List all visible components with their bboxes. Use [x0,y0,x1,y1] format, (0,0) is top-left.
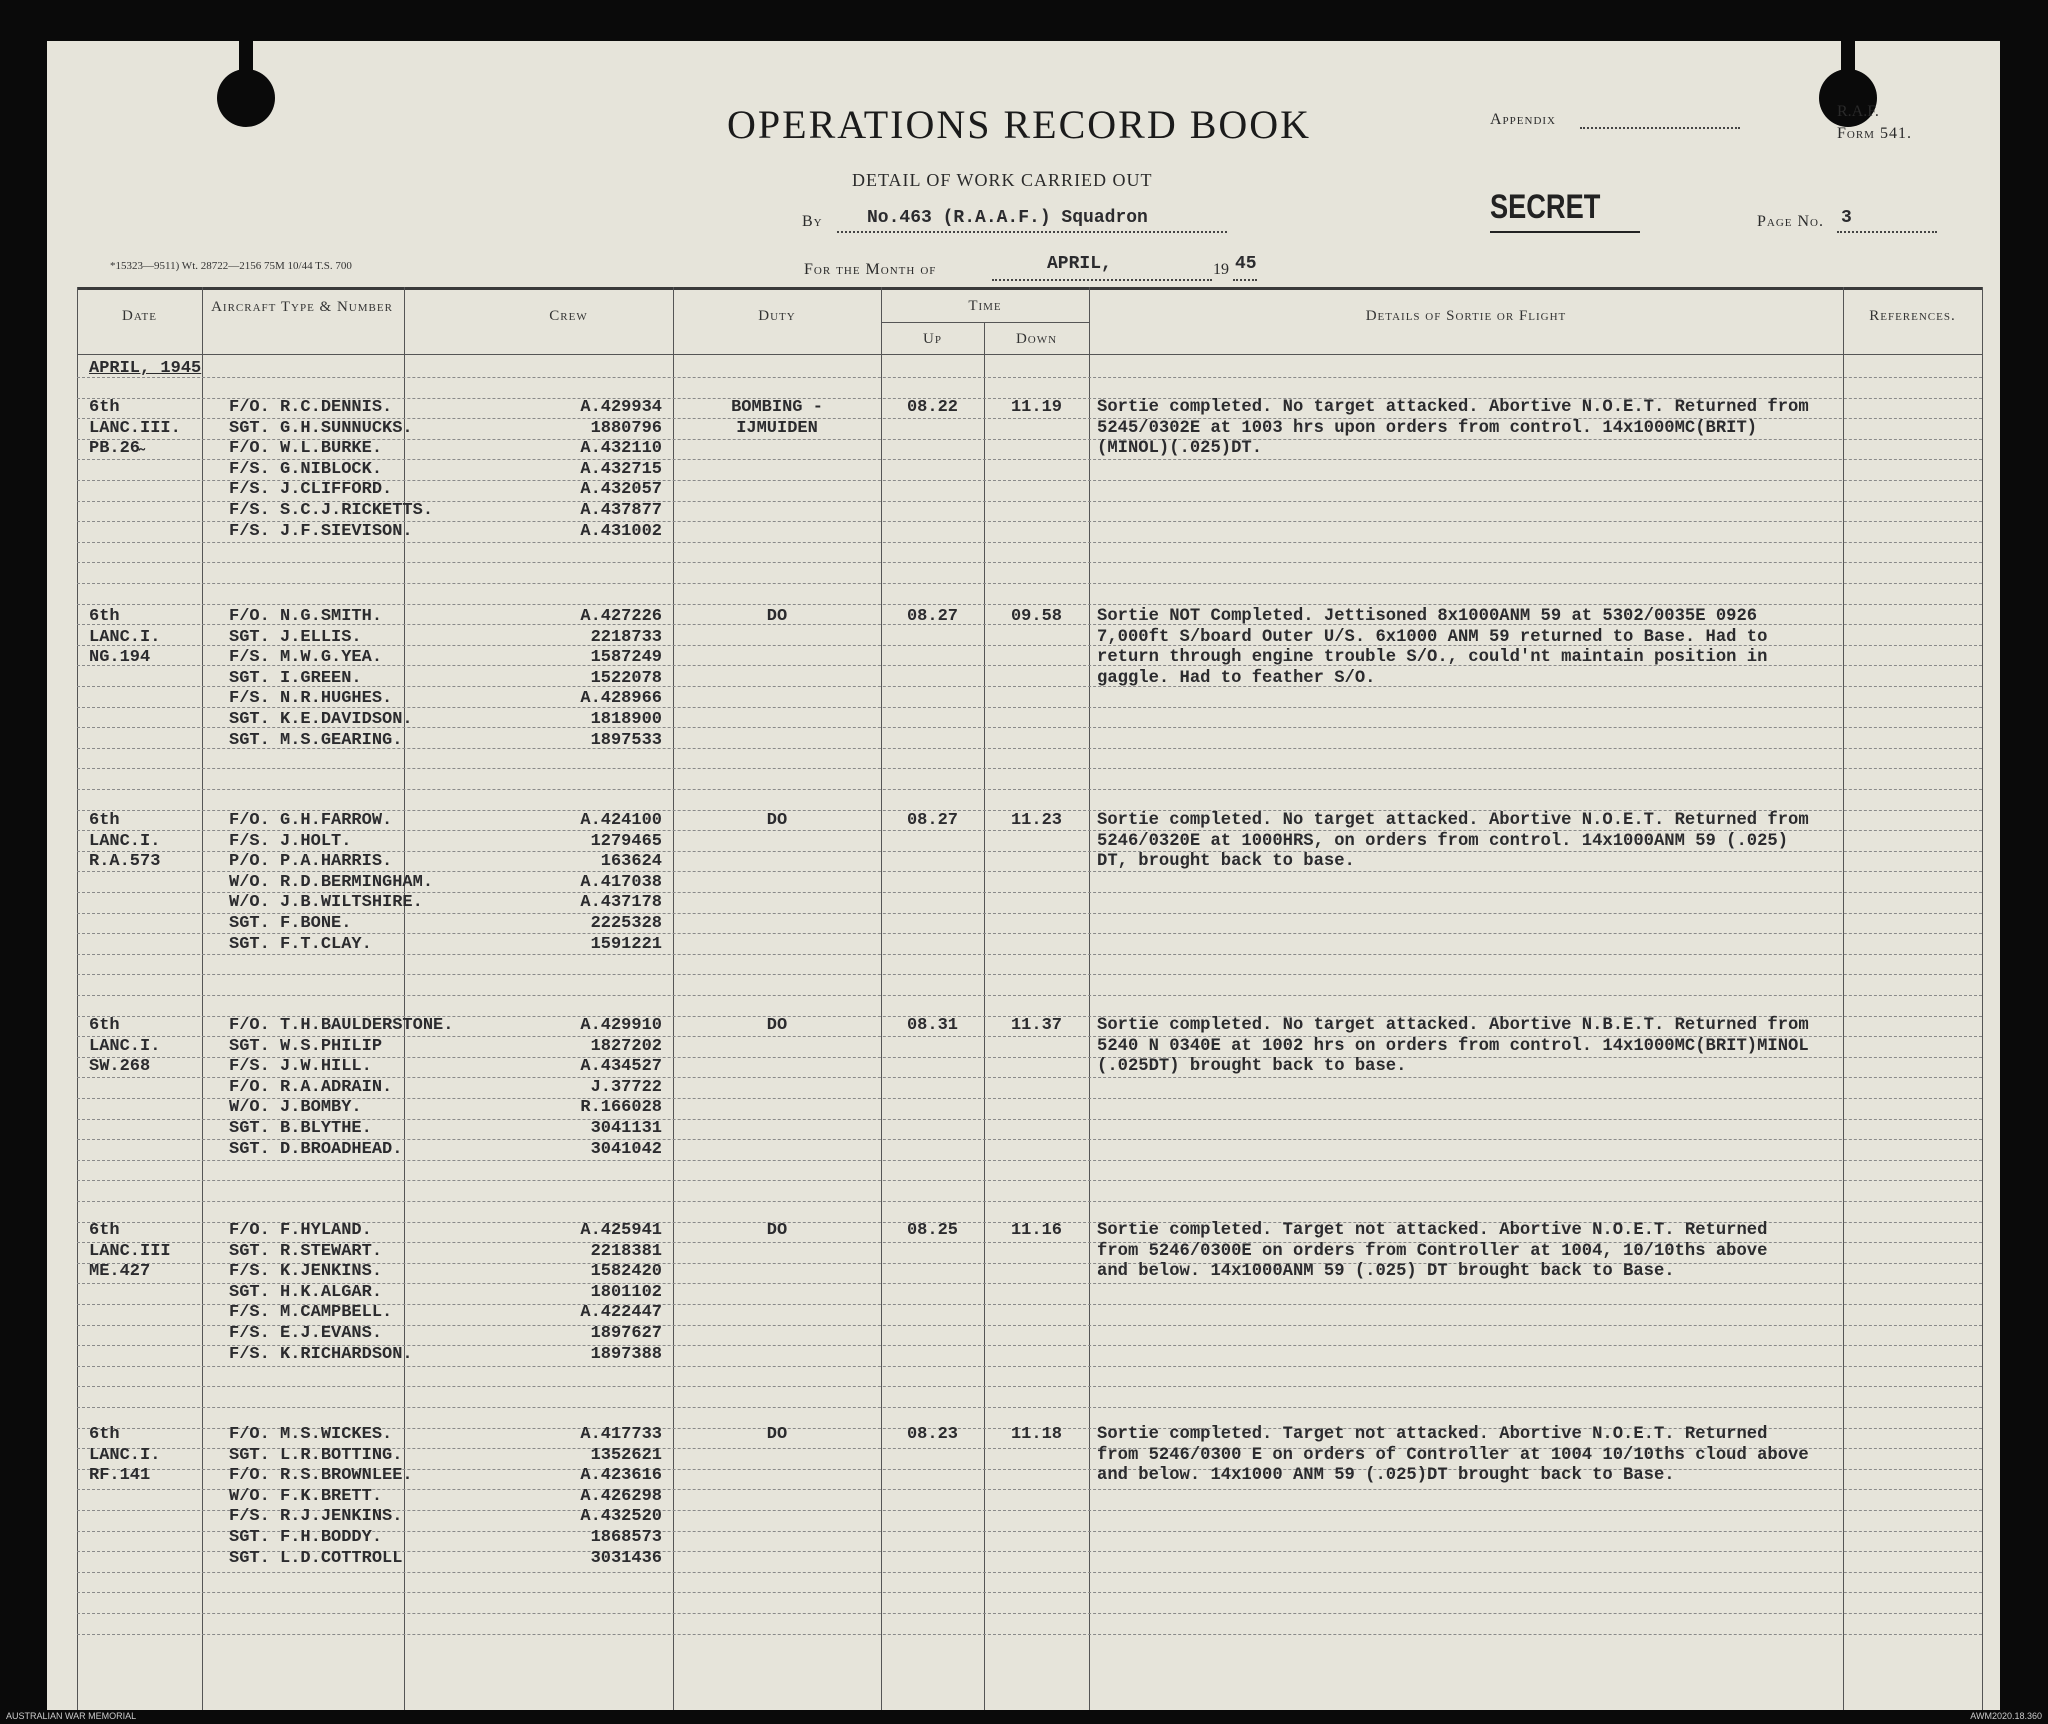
year-line [1233,279,1257,281]
appendix-line [1580,127,1740,129]
crew-member-number: A.417733 [580,1425,662,1444]
crew-member-name: SGT. F.H.BODDY. [229,1528,383,1547]
col-time-down: Down [1015,331,1058,347]
crew-member-number: 1352621 [590,1445,662,1465]
crew-member-name: SGT. D.BROADHEAD. [229,1139,403,1159]
time-up: 08.27 [906,811,958,830]
month-value: APRIL, [1047,254,1112,274]
time-down: 11.37 [1010,1016,1062,1035]
crew-member-name: SGT. J.ELLIS. [229,627,362,647]
crew-member-number: 1897627 [590,1324,662,1343]
crew-member-name: F/O. R.C.DENNIS. [229,398,393,417]
appendix-label: Appendix [1490,111,1557,128]
crew-member-name: F/S. J.W.HILL. [229,1057,372,1077]
sortie-date: 6th [89,1425,120,1444]
crew-member-number: 3041131 [590,1119,662,1138]
page-line [1837,231,1937,233]
by-line [837,231,1227,233]
col-date: Date [122,308,157,324]
crew-member-name: SGT. L.R.BOTTING. [229,1445,403,1465]
crew-member-number: 1897533 [590,730,662,750]
form-subtitle: DETAIL OF WORK CARRIED OUT [852,170,1153,190]
aircraft-type: LANC.I. [89,627,161,647]
crew-member-name: F/O. R.A.ADRAIN. [229,1077,393,1097]
crew-member-name: F/O. W.L.BURKE. [229,439,383,459]
punch-hole-left [217,69,275,127]
crew-member-name: F/S. K.JENKINS. [229,1262,383,1282]
crew-member-number: A.428966 [580,689,662,709]
crew-member-number: 1587249 [590,648,662,668]
aircraft-number: R.A.573 [89,852,161,872]
sortie-details: Sortie completed. Target not attacked. Abortive N.O.E.T. Returned from 5246/0300E on orders from Controller at 1004, 10/10ths above and below. 14x1000ANM 59 (.025) DT brought back to Base. [1097,1221,1768,1282]
sortie-duty: DO [766,811,788,830]
crew-member-number: A.437178 [580,893,662,913]
crew-member-name: F/S. E.J.EVANS. [229,1324,383,1343]
col-time: Time [968,298,1002,314]
page-label: Page No. [1757,213,1825,230]
time-down: 09.58 [1010,607,1062,626]
crew-member-name: W/O. R.D.BERMINGHAM. [229,872,434,892]
crew-member-number: A.423616 [580,1466,662,1486]
form-number-label: Form 541. [1837,125,1912,142]
crew-member-name: SGT. L.D.COTTROLL [229,1548,403,1568]
crew-member-number: A.424100 [580,811,662,830]
crew-member-name: F/O. G.H.FARROW. [229,811,393,830]
sortie-date: 6th [89,811,120,830]
aircraft-number: PB.26̴ [89,439,141,459]
form-sheet [47,41,2000,1710]
aircraft-number: ME.427 [89,1262,151,1282]
crew-member-name: SGT. M.S.GEARING. [229,730,403,750]
crew-member-number: A.437877 [580,501,662,520]
crew-member-number: 1897388 [590,1344,662,1364]
footer-left: AUSTRALIAN WAR MEMORIAL [6,1711,137,1721]
aircraft-number: NG.194 [89,648,151,668]
table-top-rule [77,287,1982,290]
crew-member-name: SGT. B.BLYTHE. [229,1119,372,1138]
secret-stamp: SECRET [1490,188,1601,226]
time-up: 08.22 [906,398,958,417]
crew-member-name: SGT. I.GREEN. [229,668,362,688]
time-down: 11.18 [1010,1425,1062,1444]
crew-member-name: SGT. F.T.CLAY. [229,934,372,954]
time-divider [882,322,1089,323]
crew-member-number: 1522078 [590,668,662,688]
sortie-details: Sortie NOT Completed. Jettisoned 8x1000ANM 59 at 5302/0035E 0926 7,000ft S/board Outer U/S. 6x1000 ANM 59 returned to Base. Had to return through engine trouble S/O., could'nt maintain position in gaggle. Had to feather S/O. [1097,607,1768,688]
sortie-date: 6th [89,398,120,417]
crew-member-name: F/O. T.H.BAULDERSTONE. [229,1016,454,1035]
crew-member-name: F/O. R.S.BROWNLEE. [229,1466,413,1486]
crew-member-number: J.37722 [590,1077,662,1097]
time-up: 08.31 [906,1016,958,1035]
crew-member-name: W/O. J.BOMBY. [229,1098,362,1118]
aircraft-type: LANC.I. [89,1036,161,1056]
crew-member-name: W/O. F.K.BRETT. [229,1486,383,1506]
year-prefix: 19 [1213,261,1229,278]
crew-member-number: 163624 [600,852,662,872]
crew-member-number: A.429910 [580,1016,662,1035]
crew-member-name: F/O. M.S.WICKES. [229,1425,393,1444]
aircraft-number: RF.141 [89,1466,151,1486]
crew-member-number: 1591221 [590,934,662,954]
sortie-details: Sortie completed. No target attacked. Abortive N.B.E.T. Returned from 5240 N 0340E at 1002 hrs on orders from control. 14x1000MC(BRIT)MINOL (.025DT) brought back to base. [1097,1016,1809,1077]
raf-label: R.A.F. [1837,103,1879,120]
crew-member-name: F/S. M.W.G.YEA. [229,648,383,668]
form-title: OPERATIONS RECORD BOOK [727,102,1312,147]
aircraft-type: LANC.III. [89,418,181,438]
page-number: 3 [1841,208,1852,228]
squadron-name: No.463 (R.A.A.F.) Squadron [867,208,1148,228]
crew-member-number: A.434527 [580,1057,662,1077]
col-crew: Crew [549,308,588,324]
crew-member-number: 1868573 [590,1528,662,1547]
crew-member-name: SGT. R.STEWART. [229,1241,383,1261]
crew-member-number: 3041042 [590,1139,662,1159]
crew-member-name: SGT. W.S.PHILIP [229,1036,383,1056]
footer-right: AWM2020.18.360 [1970,1711,2042,1721]
sortie-duty: DO [766,1425,788,1444]
by-label: By [802,213,823,230]
crew-member-name: F/O. N.G.SMITH. [229,607,383,626]
crew-member-number: 1827202 [590,1036,662,1056]
time-up: 08.23 [906,1425,958,1444]
aircraft-type: LANC.I. [89,831,161,851]
date-heading: APRIL, 1945 [89,359,202,378]
crew-member-number: A.427226 [580,607,662,626]
crew-member-number: A.432715 [580,459,662,479]
crew-member-name: SGT. K.E.DAVIDSON. [229,710,413,729]
crew-member-name: SGT. H.K.ALGAR. [229,1282,383,1302]
time-down: 11.16 [1010,1221,1062,1240]
crew-member-number: 1279465 [590,831,662,851]
crew-member-name: F/O. F.HYLAND. [229,1221,372,1240]
crew-member-number: A.422447 [580,1303,662,1323]
crew-member-number: A.432110 [580,439,662,459]
crew-member-number: A.425941 [580,1221,662,1240]
crew-member-number: 2218381 [590,1241,662,1261]
crew-member-number: A.429934 [580,398,662,417]
col-details: Details of Sortie or Flight [1365,308,1567,324]
crew-member-name: F/S. J.CLIFFORD. [229,480,393,500]
crew-member-name: F/S. G.NIBLOCK. [229,459,383,479]
crew-member-number: 2225328 [590,914,662,933]
sortie-duty: DO [766,607,788,626]
crew-member-name: F/S. J.F.SIEVISON. [229,521,413,541]
sortie-duty: DO [766,1016,788,1035]
crew-member-number: 1818900 [590,710,662,729]
sortie-duty: BOMBING - IJMUIDEN [731,398,823,438]
crew-member-name: F/S. S.C.J.RICKETTS. [229,501,434,520]
sortie-details: Sortie completed. Target not attacked. Abortive N.O.E.T. Returned from 5246/0300 E on orders of Controller at 1004 10/10ths cloud above and below. 14x1000 ANM 59 (.025)DT brought back to Base. [1097,1425,1809,1486]
sortie-date: 6th [89,1221,120,1240]
month-label: For the Month of [804,261,937,278]
aircraft-number: SW.268 [89,1057,151,1077]
time-up: 08.27 [906,607,958,626]
col-duty: Duty [758,308,796,324]
crew-member-name: W/O. J.B.WILTSHIRE. [229,893,423,913]
crew-member-number: A.426298 [580,1486,662,1506]
month-line [992,279,1212,281]
col-aircraft: Aircraft Type & Number [211,299,393,315]
crew-member-number: 2218733 [590,627,662,647]
col-time-up: Up [923,331,942,347]
time-down: 11.23 [1010,811,1062,830]
crew-member-number: A.432520 [580,1507,662,1527]
aircraft-type: LANC.III [89,1241,171,1261]
crew-member-name: F/S. M.CAMPBELL. [229,1303,393,1323]
crew-member-number: A.417038 [580,872,662,892]
crew-member-number: R.166028 [580,1098,662,1118]
crew-member-name: SGT. F.BONE. [229,914,352,933]
crew-member-name: SGT. G.H.SUNNUCKS. [229,418,413,438]
sortie-details: Sortie completed. No target attacked. Abortive N.O.E.T. Returned from 5246/0320E at 1000HRS, on orders from control. 14x1000ANM 59 (.025) DT, brought back to base. [1097,811,1809,872]
sortie-date: 6th [89,607,120,626]
sortie-duty: DO [766,1221,788,1240]
crew-member-number: A.431002 [580,521,662,541]
secret-underline [1490,231,1640,233]
crew-member-name: F/S. R.J.JENKINS. [229,1507,403,1527]
crew-member-number: 1880796 [590,418,662,438]
aircraft-type: LANC.I. [89,1445,161,1465]
sortie-details: Sortie completed. No target attacked. Abortive N.O.E.T. Returned from 5245/0302E at 1003 hrs upon orders from control. 14x1000MC(BRIT) (MINOL)(.025)DT. [1097,398,1809,459]
sortie-date: 6th [89,1016,120,1035]
crew-member-name: F/S. N.R.HUGHES. [229,689,393,709]
crew-member-name: P/O. P.A.HARRIS. [229,852,393,872]
crew-member-number: 1801102 [590,1282,662,1302]
time-down: 11.19 [1010,398,1062,417]
crew-member-number: A.432057 [580,480,662,500]
crew-member-number: 1582420 [590,1262,662,1282]
crew-member-number: 3031436 [590,1548,662,1568]
crew-member-name: F/S. J.HOLT. [229,831,352,851]
time-up: 08.25 [906,1221,958,1240]
crew-member-name: F/S. K.RICHARDSON. [229,1344,413,1364]
header-bottom-rule [77,354,1982,355]
col-references: References. [1869,308,1956,324]
print-code: *15323—9511) Wt. 28722—2156 75M 10/44 T.S. 700 [110,260,352,272]
year-value: 45 [1235,254,1257,274]
